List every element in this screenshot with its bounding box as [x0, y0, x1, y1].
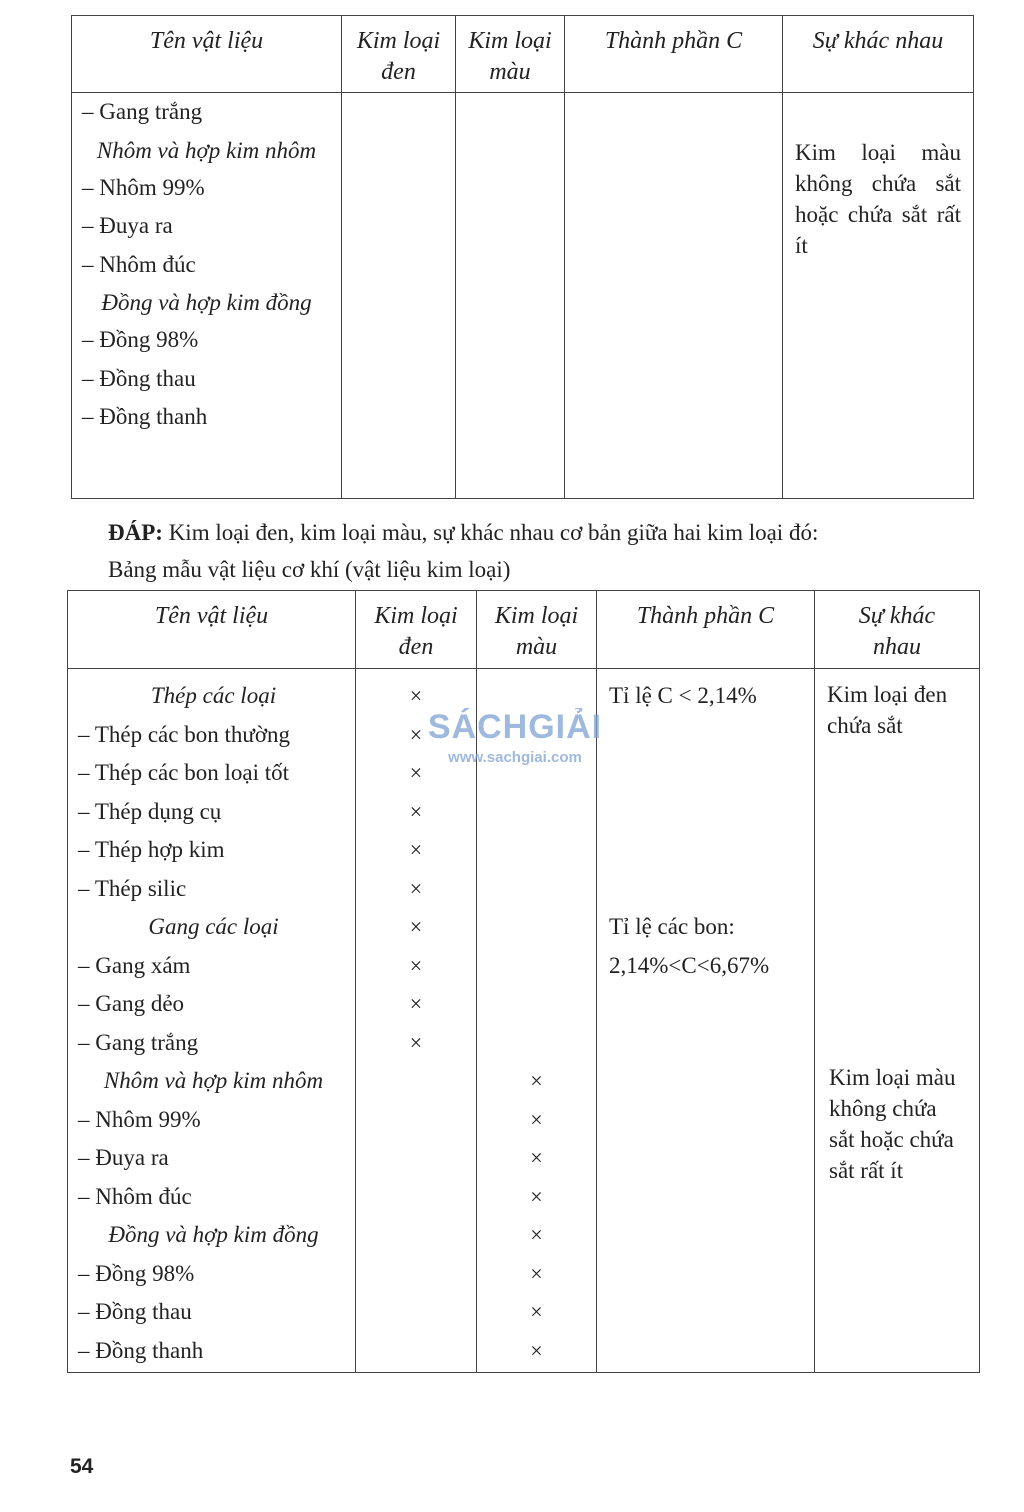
t1-header-ferrous: Kim loại đen — [342, 16, 456, 93]
materials-table-1 — [71, 15, 974, 499]
t1-group-heading: Đồng và hợp kim đồng — [101, 290, 312, 315]
t2-material-item: – Thép các bon loại tốt — [78, 760, 289, 785]
carbon-cast-iron-block — [609, 908, 769, 985]
t2-name-list — [78, 677, 349, 1370]
t2-header-ferrous: Kim loại đen — [356, 591, 477, 669]
t2-material-item: – Gang xám — [78, 952, 191, 978]
t2-group-heading: Đồng và hợp kim đồng — [108, 1222, 319, 1247]
answer-subtitle: Bảng mẫu vật liệu cơ khí (vật liệu kim loại) — [108, 557, 511, 582]
t2-nonferrous-marks — [477, 677, 596, 1370]
nonferrous-mark — [477, 947, 596, 986]
t2-carbon-column — [597, 669, 815, 1373]
t1-material-item: – Đồng 98% — [82, 327, 199, 352]
nonferrous-mark — [477, 870, 596, 909]
nonferrous-mark: × — [530, 1337, 543, 1363]
t2-ferrous-marks — [356, 677, 476, 1370]
ferrous-mark: × — [409, 1029, 423, 1055]
t2-material-item: – Gang dẻo — [78, 991, 185, 1016]
t1-group-heading: Nhôm và hợp kim nhôm — [96, 137, 317, 163]
t1-difference-column — [783, 93, 974, 499]
t2-header-name: Tên vật liệu — [68, 591, 356, 669]
ferrous-mark: × — [409, 952, 423, 978]
t1-material-item: – Đuya ra — [82, 213, 173, 238]
ferrous-mark: × — [409, 683, 423, 708]
t1-material-item: – Đồng thanh — [82, 404, 208, 429]
nonferrous-mark: × — [530, 1299, 543, 1324]
ferrous-mark — [356, 1062, 476, 1101]
t2-nonferrous-column — [477, 669, 597, 1373]
t2-material-item: – Đuya ra — [78, 1145, 169, 1170]
answer-line — [108, 514, 968, 551]
carbon-cast-iron-line-1: Tỉ lệ các bon: — [609, 914, 735, 939]
t1-material-item: – Gang trắng — [82, 99, 203, 124]
ferrous-mark — [356, 1178, 476, 1217]
nonferrous-mark — [477, 1024, 596, 1063]
t2-material-item: – Đồng thanh — [78, 1337, 204, 1363]
t2-material-item: – Gang trắng — [78, 1029, 199, 1055]
t2-material-item: – Thép dụng cụ — [78, 798, 222, 824]
t2-group-heading: Thép các loại — [150, 683, 277, 708]
t1-nonferrous-column — [456, 93, 565, 499]
nonferrous-mark: × — [530, 1260, 543, 1286]
t2-header-carbon: Thành phần C — [597, 591, 815, 669]
ferrous-mark: × — [409, 721, 423, 747]
t2-material-item: – Thép silic — [78, 875, 187, 901]
diff-ferrous-text: Kim loại đen chứa sắt — [827, 682, 948, 738]
nonferrous-mark: × — [530, 1145, 543, 1170]
t1-header-nonferrous: Kim loại màu — [456, 16, 565, 93]
nonferrous-mark — [477, 793, 596, 832]
t1-name-column — [72, 93, 342, 499]
t2-name-column — [68, 669, 356, 1373]
t1-header-name: Tên vật liệu — [72, 16, 342, 93]
t2-material-item: – Đồng 98% — [78, 1260, 195, 1286]
ferrous-mark — [356, 1332, 476, 1371]
ferrous-mark — [356, 1101, 476, 1140]
t2-difference-column — [815, 669, 980, 1373]
nonferrous-mark: × — [530, 1183, 543, 1209]
nonferrous-mark: × — [530, 1068, 543, 1093]
t2-material-item: – Thép các bon thường — [78, 721, 290, 747]
carbon-steel-text: Tỉ lệ C < 2,14% — [609, 683, 757, 708]
t1-ferrous-column — [342, 93, 456, 499]
nonferrous-mark: × — [530, 1222, 543, 1247]
t1-material-item: – Đồng thau — [82, 365, 196, 391]
t1-header-difference: Sự khác nhau — [783, 16, 974, 93]
t2-material-item: – Thép hợp kim — [78, 837, 225, 862]
page-number: 54 — [70, 1455, 94, 1478]
nonferrous-mark — [477, 908, 596, 947]
t1-header-carbon: Thành phần C — [565, 16, 783, 93]
t1-material-item: – Nhôm 99% — [82, 174, 205, 200]
t2-material-item: – Nhôm 99% — [78, 1106, 201, 1132]
ferrous-mark — [356, 1139, 476, 1178]
watermark-brand: SÁCHGIẢI — [427, 708, 603, 746]
t2-material-item: – Đồng thau — [78, 1299, 192, 1324]
nonferrous-mark: × — [530, 1106, 543, 1132]
t2-material-item: – Nhôm đúc — [78, 1183, 192, 1209]
answer-label: ĐÁP: — [108, 520, 163, 545]
answer-block — [108, 514, 968, 588]
ferrous-mark — [356, 1255, 476, 1294]
nonferrous-mark — [477, 985, 596, 1024]
diff-nonferrous-text: Kim loại màu không chứa sắt hoặc chứa sắt rất ít — [829, 1065, 956, 1183]
t2-group-heading: Gang các loại — [148, 914, 279, 939]
t1-name-list — [82, 93, 331, 437]
ferrous-mark: × — [409, 837, 423, 862]
t1-material-item: – Nhôm đúc — [82, 251, 196, 277]
t1-carbon-column — [565, 93, 783, 499]
t2-group-heading: Nhôm và hợp kim nhôm — [103, 1068, 324, 1093]
ferrous-mark: × — [409, 875, 423, 901]
ferrous-mark: × — [409, 760, 423, 785]
t2-header-nonferrous: Kim loại màu — [477, 591, 597, 669]
ferrous-mark — [356, 1293, 476, 1332]
ferrous-mark: × — [409, 914, 423, 939]
ferrous-mark: × — [409, 991, 423, 1016]
ferrous-mark: × — [409, 798, 423, 824]
t2-ferrous-column — [356, 669, 477, 1373]
ferrous-mark — [356, 1216, 476, 1255]
carbon-cast-iron-line-2: 2,14%<C<6,67% — [609, 952, 770, 978]
watermark — [410, 708, 620, 766]
nonferrous-mark — [477, 831, 596, 870]
t2-header-difference: Sự khác nhau — [815, 591, 980, 669]
answer-text: Kim loại đen, kim loại màu, sự khác nhau cơ bản giữa hai kim loại đó: — [168, 520, 819, 545]
watermark-url: www.sachgiai.com — [448, 749, 582, 766]
t1-difference-note: Kim loại màu không chứa sắt hoặc chứa sắt rất ít — [795, 140, 961, 258]
